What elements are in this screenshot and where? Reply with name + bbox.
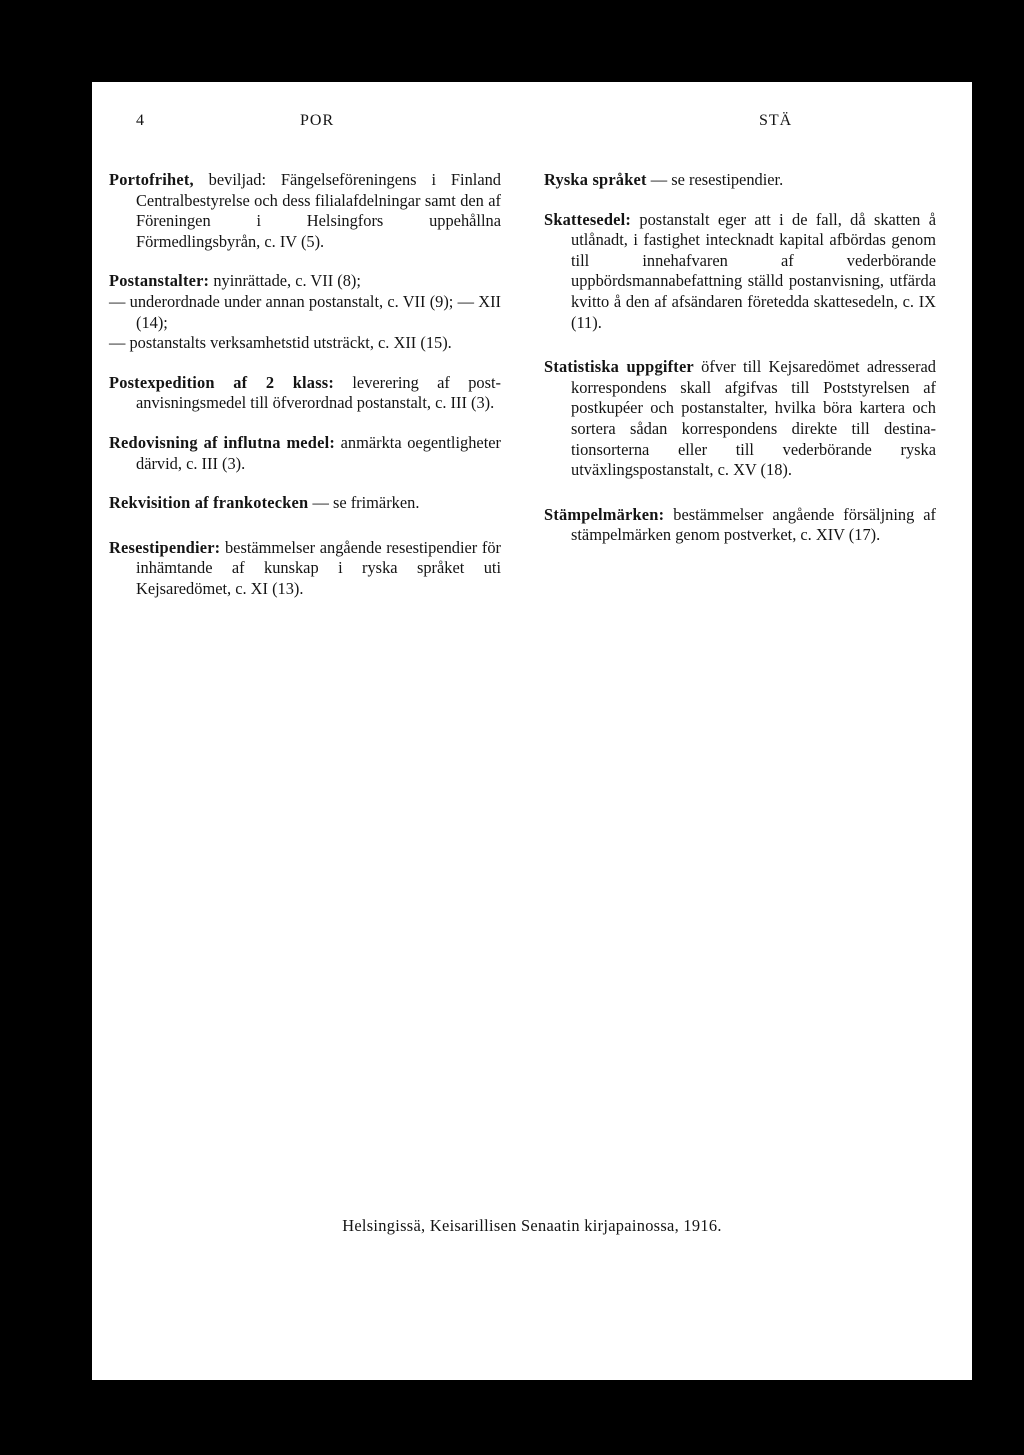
right-column — [544, 170, 936, 565]
entry-text: nyinrättade, c. VII (8); — [209, 271, 361, 291]
document-page — [92, 82, 972, 1380]
entry-heading: Stämpelmärken: — [544, 504, 665, 524]
entry-text: — se resestipendier. — [646, 170, 784, 189]
entry-heading: Statistiska uppgifter — [544, 357, 694, 377]
entry-subline: — underordnade under annan postanstalt, c. VII (9); — XII (14); — [109, 291, 501, 332]
index-entry-postanstalter — [109, 271, 501, 353]
index-entry-redovisning — [109, 433, 501, 474]
entry-text: — se frimärken. — [308, 493, 420, 513]
entry-heading: Ryska språket — [544, 170, 647, 189]
entry-text: öfver till Kejsaredömet adresserad korrespondens skall afgifvas till Poststyrelsen af postkupéer och postanstalter, hvilka böra kartera och sortera sådan korrespondens direkte till destinationsorterna eller till vederbörande ryska utväxlingspostanstalt, c. XV (18). — [571, 357, 936, 480]
entry-text: bestämmelser angående försäljning af stämpelmärken genom postverket, c. XIV (17). — [571, 504, 936, 545]
printer-imprint: Helsingissä, Keisarillisen Senaatin kirjapainossa, 1916. — [342, 1216, 722, 1235]
entry-heading: Skattesedel: — [544, 209, 632, 229]
entry-heading: Postexpedition af 2 klass: — [109, 372, 335, 392]
index-entry-skattesedel — [544, 210, 936, 334]
index-entry-statistiska-uppgifter — [544, 357, 936, 481]
entry-text: bestämmelser angående resestipendier för inhämtande af kunskap i ryska språket uti Kejsaredömet, c. XI (13). — [136, 537, 501, 598]
entry-text: postanstalt eger att i de fall, då skatten å utlånadt, i fastighet intecknadt kapital afbördas genom till innehafvaren af vederbörande uppbördsmannabefattning ställd postanvisning, utfärda kvitto å den af afsändaren företedda skattesedeln, c. IX (11). — [571, 209, 936, 332]
index-entry-stampelmarken — [544, 505, 936, 546]
entry-heading: Redovisning af influtna medel: — [109, 432, 335, 452]
entry-text: anmärkta oegentligheter därvid, c. III (3). — [136, 432, 501, 473]
entry-text: leverering af postanvisningsmedel till öfverordnad postanstalt, c. III (3). — [136, 372, 501, 413]
left-column — [109, 170, 501, 619]
entry-text: beviljad: Fängelseföreningens i Finland Centralbestyrelse och dess filialafdelningar samt den af Föreningen i Helsingfors uppehållna Förmedlingsbyrån, c. IV (5). — [136, 170, 501, 251]
entry-subline: — postanstalts verksamhetstid utsträckt, c. XII (15). — [109, 333, 452, 353]
page-number: 4 — [136, 112, 145, 129]
index-entry-resestipendier — [109, 538, 501, 600]
entry-heading: Postanstalter: — [109, 271, 210, 291]
running-header — [92, 112, 972, 136]
index-entry-ryska-spraket — [544, 170, 936, 191]
index-entry-rekvisition — [109, 493, 501, 514]
header-title-right: STÄ — [759, 112, 793, 129]
index-entry-portofrihet — [109, 170, 501, 252]
entry-heading: Resestipendier: — [109, 537, 221, 557]
header-title-left: POR — [300, 112, 335, 129]
index-entry-postexpedition — [109, 373, 501, 414]
entry-heading: Rekvisition af frankotecken — [109, 493, 309, 513]
entry-heading: Portofrihet, — [109, 170, 194, 189]
